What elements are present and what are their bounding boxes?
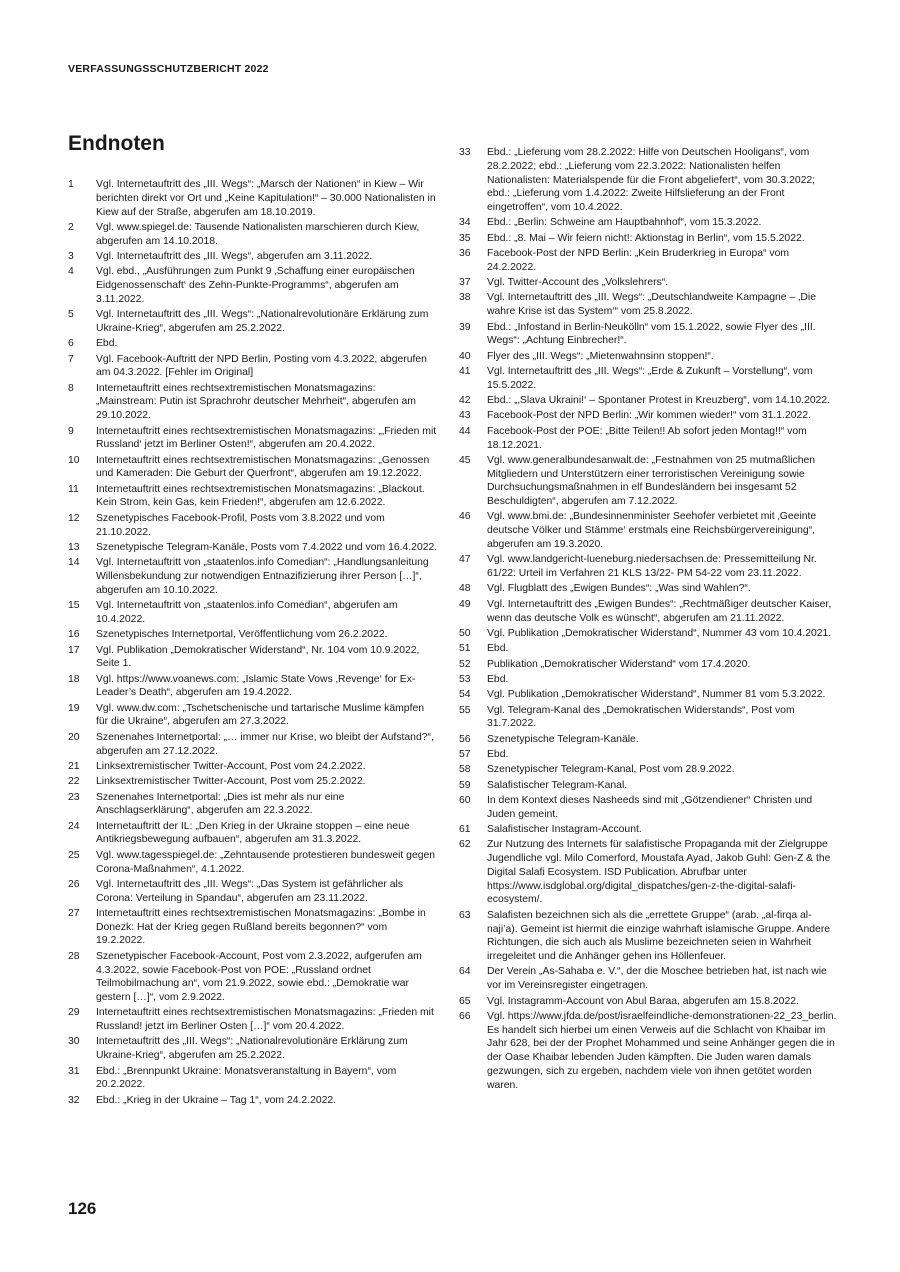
- endnote-number: 7: [68, 353, 74, 365]
- endnote-text: Internetauftritt der IL: „Den Krieg in der Ukraine stoppen – eine neue Antikriegsbewegung aufbauen“, abgerufen am 31.3.2022.: [96, 820, 410, 846]
- endnote: [68, 791, 438, 819]
- endnote: [68, 308, 438, 336]
- endnote: [459, 627, 837, 641]
- endnote-number: 26: [68, 878, 80, 890]
- endnote: [459, 553, 837, 581]
- endnote: [68, 425, 438, 453]
- endnote-text: Internetauftritt eines rechtsextremistischen Monatsmagazins: „Frieden mit Russland! jetzt im Berliner Osten […]“ vom 20.4.2022.: [96, 1007, 434, 1033]
- endnote: [68, 556, 438, 597]
- endnote-number: 53: [459, 673, 471, 685]
- endnote-text: Linksextremistischer Twitter-Account, Post vom 25.2.2022.: [96, 776, 366, 788]
- endnote-text: Vgl. www.landgericht-lueneburg.niedersachsen.de: Pressemitteilung Nr. 61/22: Urteil im Verfahren 21 KLS 13/22- PM 54-22 vom 23.11.2022.: [487, 554, 817, 580]
- endnote-text: Internetauftritt eines rechtsextremistischen Monatsmagazins: „Blackout. Kein Strom, kein Gas, kein Frieden!“, abgerufen am 12.6.2022.: [96, 483, 425, 509]
- endnote-number: 28: [68, 950, 80, 962]
- endnote: [68, 353, 438, 381]
- endnote-number: 1: [68, 179, 74, 190]
- endnote: [459, 394, 837, 408]
- endnote-text: Vgl. Flugblatt des „Ewigen Bundes“: „Was sind Wahlen?“.: [487, 583, 751, 595]
- endnote-number: 58: [459, 764, 471, 776]
- endnote-text: Der Verein „As-Sahaba e. V.“, der die Moschee betrieben hat, ist nach wie vor im Vereinsregister eingetragen.: [487, 966, 827, 992]
- endnote: [459, 909, 837, 964]
- endnote: [459, 642, 837, 656]
- endnote-number: 30: [68, 1036, 80, 1048]
- endnote-text: Ebd.: „Berlin: Schweine am Hauptbahnhof“, vom 15.3.2022.: [487, 217, 762, 229]
- endnote-number: 51: [459, 643, 471, 655]
- endnote-number: 16: [68, 629, 80, 641]
- endnote-text: Salafistischer Telegram-Kanal.: [487, 779, 628, 791]
- endnote-text: Vgl. Publikation „Demokratischer Widerstand“, Nummer 81 vom 5.3.2022.: [487, 689, 826, 701]
- endnote: [68, 820, 438, 848]
- endnote-text: Szenetypischer Facebook-Account, Post vom 2.3.2022, aufgerufen am 4.3.2022, sowie Facebook-Post von POE: „Russland ordnet Teilmobilmachung an“, vom 21.9.2022, sowie ebd.: „Demokratie war gestern […]“, vom 2.9.2022.: [96, 950, 422, 1004]
- endnote-text: Vgl. www.tagesspiegel.de: „Zehntausende protestieren bundesweit gegen Corona-Maßnahmen“, 4.1.2022.: [96, 849, 436, 875]
- endnote-number: 18: [68, 673, 80, 685]
- endnote-text: Vgl. Internetauftritt von „staatenlos.info Comedian“: „Handlungsanleitung Willensbekundung zur notwendigen Entnazifizierung ihrer Person […]“, abgerufen am 10.10.2022.: [96, 557, 429, 596]
- endnote-number: 27: [68, 907, 80, 919]
- endnote-text: Facebook-Post der POE: „Bitte Teilen!! Ab sofort jeden Montag!!“ vom 18.12.2021.: [487, 425, 807, 451]
- endnote: [68, 250, 438, 264]
- endnote-number: 41: [459, 366, 471, 377]
- endnote: [68, 599, 438, 627]
- endnote: [459, 582, 837, 596]
- endnote-text: Vgl. Internetauftritt des „III. Wegs“: „Marsch der Nationen“ in Kiew – Wir berichten direkt vor Ort und „Keine Kapitulation!“ – 30.000 Nationalisten in Kiew auf der Straße, abgerufen am 18.10.2019.: [96, 179, 436, 218]
- endnote: [459, 794, 837, 822]
- endnote: [459, 510, 837, 551]
- endnote-text: Publikation „Demokratischer Widerstand“ vom 17.4.2020.: [487, 658, 751, 670]
- endnote-number: 52: [459, 658, 471, 670]
- endnote: [459, 763, 837, 777]
- endnote: [68, 731, 438, 759]
- endnote-number: 6: [68, 338, 74, 350]
- endnote-text: Vgl. Publikation „Demokratischer Widerstand“, Nummer 43 vom 10.4.2021.: [487, 627, 832, 639]
- endnote-number: 14: [68, 557, 80, 569]
- endnote-text: Facebook-Post der NPD Berlin: „Kein Bruderkrieg in Europa“ vom 24.2.2022.: [487, 248, 790, 273]
- endnote: [68, 673, 438, 701]
- endnote-text: Internetauftritt eines rechtsextremistischen Monatsmagazins: „Mainstream: Putin ist Sprachrohr deutscher Mehrheit“, abgerufen am 29.10.2022.: [96, 382, 416, 422]
- endnote-text: Facebook-Post der NPD Berlin: „Wir kommen wieder!“ vom 31.1.2022.: [487, 410, 811, 422]
- endnote-text: Linksextremistischer Twitter-Account, Post vom 24.2.2022.: [96, 760, 366, 772]
- endnote-number: 31: [68, 1065, 80, 1077]
- endnote: [459, 995, 837, 1009]
- endnote-text: Vgl. https://www.voanews.com: „Islamic State Vows ‚Revenge‘ for Ex-Leader’s Death“, abgerufen am 19.4.2022.: [96, 673, 416, 699]
- endnote-text: Vgl. Internetauftritt des „III. Wegs“: „Erde & Zukunft – Vorstellung“, vom 15.5.2022.: [487, 366, 813, 391]
- endnote-number: 34: [459, 217, 471, 229]
- endnotes-right-column: [459, 146, 837, 1094]
- endnote-number: 40: [459, 350, 471, 362]
- endnote-number: 20: [68, 731, 80, 743]
- endnote-number: 23: [68, 791, 80, 803]
- endnote-number: 57: [459, 749, 471, 760]
- endnote-number: 2: [68, 221, 74, 233]
- endnote-text: Vgl. Internetauftritt des „III. Wegs“: „Das System ist gefährlicher als Corona: Verteilung in Spandau“, abgerufen am 23.11.2022.: [96, 878, 404, 904]
- endnote-number: 22: [68, 776, 80, 788]
- endnote-text: Vgl. www.spiegel.de: Tausende Nationalisten marschieren durch Kiew, abgerufen am 14.10.2018.: [96, 221, 420, 247]
- endnote-text: Internetauftritt eines rechtsextremistischen Monatsmagazins: „Genossen und Kameraden: Die Geburt der Querfront“, abgerufen am 19.12.2022.: [96, 454, 430, 480]
- endnote-number: 38: [459, 292, 471, 304]
- endnote-text: Vgl. Internetauftritt des „Ewigen Bundes“: „Rechtmäßiger deutscher Kaiser, wenn das deutsche Volk es wünscht“, abgerufen am 21.11.2022.: [487, 598, 832, 624]
- endnote-number: 48: [459, 583, 471, 595]
- endnote: [68, 178, 438, 219]
- endnote-text: Ebd.: „Lieferung vom 28.2.2022: Hilfe von Deutschen Hooligans“, vom 28.2.2022; ebd.: „Lieferung vom 22.3.2022: Nationalisten helfen Nationalisten: Materialspende für die Front abgeliefert“, vom 30.3.2022; ebd.: „Lieferung vom 1.4.2022: Zweite Hilfslieferung an der Front eingetroffen“, vom 10.4.2022.: [487, 147, 816, 213]
- endnotes-left-column: [68, 178, 438, 1109]
- endnote-text: Ebd.: „‚Slava Ukraini!‘ – Spontaner Protest in Kreuzberg“, vom 14.10.2022.: [487, 395, 831, 407]
- endnote: [459, 688, 837, 702]
- endnote: [459, 454, 837, 509]
- endnote-text: Ebd.: „Brennpunkt Ukraine: Monatsveranstaltung in Bayern“, vom 20.2.2022.: [96, 1065, 397, 1091]
- endnote-number: 62: [459, 839, 471, 851]
- endnote-number: 37: [459, 277, 471, 289]
- page-title: Endnoten: [68, 132, 165, 155]
- endnote-number: 54: [459, 689, 471, 701]
- endnote-text: Ebd.: [96, 338, 118, 350]
- endnote-number: 8: [68, 382, 74, 394]
- endnote: [68, 775, 438, 789]
- endnote-number: 9: [68, 425, 74, 437]
- endnote-text: Vgl. Twitter-Account des „Volkslehrers“.: [487, 277, 669, 289]
- endnote-text: Internetauftritt eines rechtsextremistischen Monatsmagazins: „‚Frieden mit Russland‘ jetzt im Berliner Osten!“, abgerufen am 20.4.2022.: [96, 425, 437, 451]
- endnote-text: Szenenahes Internetportal: „Dies ist mehr als nur eine Anschlagserklärung“, abgerufen am 22.3.2022.: [96, 791, 345, 817]
- endnote: [459, 598, 837, 626]
- endnote: [68, 644, 438, 672]
- endnote-number: 5: [68, 309, 74, 321]
- endnote-text: Vgl. Internetauftritt des „III. Wegs“: „Nationalrevolutionäre Erklärung zum Ukraine-Krieg“, abgerufen am 25.2.2022.: [96, 309, 429, 334]
- endnote: [68, 265, 438, 306]
- endnote: [459, 838, 837, 907]
- endnote-text: Vgl. Internetauftritt des „III. Wegs“, abgerufen am 3.11.2022.: [96, 250, 373, 262]
- endnote-text: In dem Kontext dieses Nasheeds sind mit „Götzendiener“ Christen und Juden gemeint.: [487, 795, 813, 820]
- endnote-text: Salafisten bezeichnen sich als die „errettete Gruppe“ (arab. „al-firqa al-naji’a). Gemeint ist hiermit die einzige wahrhaft islamische Gruppe. Andere Richtungen, die sich auch als Muslime bezeichneten seien in Wahrheit irregeleitet und die Anhänger gehen ins Höllenfeuer.: [487, 909, 831, 963]
- endnote: [459, 216, 837, 230]
- endnote: [459, 673, 837, 687]
- endnote-text: Szenetypische Telegram-Kanäle, Posts vom 7.4.2022 und vom 16.4.2022.: [96, 541, 438, 553]
- endnote-number: 10: [68, 454, 80, 466]
- endnote-text: Szenetypische Telegram-Kanäle.: [487, 733, 639, 745]
- endnote-number: 66: [459, 1010, 471, 1022]
- endnote: [459, 823, 837, 837]
- endnote-number: 46: [459, 511, 471, 523]
- endnote-number: 19: [68, 702, 80, 714]
- endnote: [68, 628, 438, 642]
- endnote: [459, 321, 837, 349]
- endnote-number: 39: [459, 321, 471, 333]
- endnote-number: 25: [68, 849, 80, 861]
- endnote-text: Flyer des „III. Wegs“: „Mietenwahnsinn stoppen!“.: [487, 350, 714, 362]
- endnote: [459, 733, 837, 747]
- endnote-number: 24: [68, 820, 80, 832]
- endnote-text: Vgl. Internetauftritt von „staatenlos.info Comedian“, abgerufen am 10.4.2022.: [96, 600, 398, 625]
- endnote-text: Vgl. Internetauftritt des „III. Wegs“: „Deutschlandweite Kampagne – ‚Die wahre Krise ist das System‘“ vom 25.8.2022.: [487, 292, 817, 318]
- endnote-text: Ebd.: [487, 749, 509, 760]
- endnote-text: Ebd.: [487, 673, 509, 685]
- endnote-number: 47: [459, 554, 471, 566]
- endnote: [459, 779, 837, 793]
- endnote: [459, 291, 837, 319]
- endnote: [459, 146, 837, 215]
- endnote: [459, 658, 837, 672]
- endnote-text: Internetauftritt eines rechtsextremistischen Monatsmagazins: „Bombe in Donezk: Hat der Krieg gegen Rußland bereits begonnen?“ vom 19.2.2022.: [96, 907, 426, 947]
- endnote: [68, 849, 438, 877]
- endnote-number: 61: [459, 824, 471, 836]
- endnote-number: 64: [459, 966, 471, 978]
- endnote: [68, 1094, 438, 1108]
- endnote-text: Ebd.: „Infostand in Berlin-Neukölln“ vom 15.1.2022, sowie Flyer des „III. Wegs“: „Achtung Einbrecher!“.: [487, 321, 816, 347]
- endnote-number: 17: [68, 644, 80, 656]
- endnote-text: Vgl. www.dw.com: „Tschetschenische und tartarische Muslime kämpfen für die Ukraine“, abgerufen am 27.3.2022.: [96, 702, 425, 728]
- endnote-number: 13: [68, 541, 80, 553]
- endnote-number: 12: [68, 512, 80, 524]
- endnote: [68, 512, 438, 540]
- endnote: [68, 950, 438, 1005]
- endnote: [459, 232, 837, 246]
- endnote-number: 49: [459, 598, 471, 610]
- endnote: [459, 365, 837, 393]
- endnote: [68, 382, 438, 423]
- endnote-text: Internetauftritt des „III. Wegs“: „Nationalrevolutionäre Erklärung zum Ukraine-Krieg“, abgerufen am 25.2.2022.: [96, 1036, 408, 1062]
- endnote-text: Vgl. Instagramm-Account von Abul Baraa, abgerufen am 15.8.2022.: [487, 995, 799, 1007]
- endnote-text: Szenetypischer Telegram-Kanal, Post vom 28.9.2022.: [487, 764, 735, 776]
- endnote-number: 42: [459, 395, 471, 407]
- endnote: [459, 704, 837, 732]
- endnote-number: 56: [459, 733, 471, 745]
- endnote-text: Vgl. www.bmi.de: „Bundesinnenminister Seehofer verbietet mit ‚Geeinte deutsche Völker und Stämme‘ erstmals eine Reichsbürgervereinigung“, abgerufen am 19.3.2020.: [487, 511, 817, 550]
- endnote-number: 32: [68, 1094, 80, 1106]
- endnote: [459, 276, 837, 290]
- endnote-text: Vgl. Telegram-Kanal des „Demokratischen Widerstands“, Post vom 31.7.2022.: [487, 704, 795, 730]
- endnote-number: 55: [459, 704, 471, 716]
- endnote: [459, 965, 837, 993]
- endnote: [68, 760, 438, 774]
- endnote: [68, 541, 438, 555]
- endnote-text: Vgl. https://www.jfda.de/post/israelfeindliche-demonstrationen-22_23_berlin. Es handelt sich hierbei um einen Verweis auf die Schlacht von Khaibar im Jahr 628, bei der der Prophet Mohammed und seine Anhänger gegen die in der Oase Khaibar lebenden Juden kämpften. Die Juden waren damals gezwungen, sich zu ergeben, nachdem viele von ihnen getötet worden waren.: [487, 1010, 837, 1091]
- endnote: [68, 454, 438, 482]
- endnote: [459, 350, 837, 364]
- endnote: [68, 1035, 438, 1063]
- endnote-number: 21: [68, 760, 80, 772]
- endnote: [68, 907, 438, 948]
- endnote-text: Szenetypisches Internetportal, Veröffentlichung vom 26.2.2022.: [96, 629, 388, 641]
- endnote-text: Vgl. Facebook-Auftritt der NPD Berlin, Posting vom 4.3.2022, abgerufen am 04.3.2022. [Fehler im Original]: [96, 353, 427, 379]
- endnote-text: Ebd.: „8. Mai – Wir feiern nicht!: Aktionstag in Berlin“, vom 15.5.2022.: [487, 232, 805, 244]
- endnote-number: 59: [459, 779, 471, 791]
- endnote-number: 36: [459, 248, 471, 260]
- endnote: [68, 702, 438, 730]
- endnote-text: Vgl. www.generalbundesanwalt.de: „Festnahmen von 25 mutmaßlichen Mitgliedern und Unterstützern einer terroristischen Vereinigung sowie Durchsuchungsmaßnahmen in elf Bundesländern bei insgesamt 52 Beschuldigten“, abgerufen am 7.12.2022.: [487, 454, 816, 508]
- endnote: [68, 1065, 438, 1093]
- endnote: [459, 425, 837, 453]
- endnote-text: Szenenahes Internetportal: „… immer nur Krise, wo bleibt der Aufstand?“, abgerufen am 27.12.2022.: [96, 731, 434, 757]
- endnote-text: Zur Nutzung des Internets für salafistische Propaganda mit der Zielgruppe Jugendliche vgl. Milo Comerford, Moustafa Ayad, Jakob Guhl: Gen-Z & the Digital Salafi Ecosystem. ISD Publication. Abrufbar unter https://www.isdglobal.org/digital_dispatches/gen-z-the-digital-salafi-ecosystem/.: [487, 839, 831, 906]
- endnote-number: 3: [68, 250, 74, 262]
- endnote-text: Szenetypisches Facebook-Profil, Posts vom 3.8.2022 und vom 21.10.2022.: [96, 512, 385, 538]
- endnote-number: 45: [459, 454, 471, 466]
- endnote: [68, 483, 438, 511]
- endnote-text: Ebd.: „Krieg in der Ukraine – Tag 1“, vom 24.2.2022.: [96, 1094, 337, 1106]
- endnote: [68, 878, 438, 906]
- endnote: [459, 1010, 837, 1093]
- endnote-number: 11: [68, 483, 79, 495]
- endnote-number: 44: [459, 425, 471, 437]
- endnote-number: 33: [459, 147, 471, 158]
- endnote-text: Vgl. ebd., „Ausführungen zum Punkt 9 ‚Schaffung einer europäischen Eidgenossenschaft‘ des Zehn-Punkte-Programms“, abgerufen am 3.11.2022.: [96, 266, 415, 305]
- running-header: VERFASSUNGSSCHUTZBERICHT 2022: [68, 63, 269, 75]
- endnote-number: 65: [459, 995, 471, 1007]
- endnote-number: 63: [459, 909, 471, 921]
- endnote: [68, 337, 438, 351]
- endnote-number: 15: [68, 600, 80, 612]
- page-number: 126: [68, 1199, 97, 1218]
- endnote: [68, 221, 438, 249]
- endnote-number: 29: [68, 1007, 80, 1019]
- endnote: [459, 748, 837, 762]
- endnote: [459, 409, 837, 423]
- endnote: [68, 1006, 438, 1034]
- endnote: [459, 247, 837, 275]
- endnote-number: 50: [459, 627, 471, 639]
- endnote-number: 60: [459, 795, 471, 807]
- endnote-number: 43: [459, 410, 471, 422]
- endnote-text: Vgl. Publikation „Demokratischer Widerstand“, Nr. 104 vom 10.9.2022, Seite 1.: [96, 644, 420, 670]
- endnote-text: Salafistischer Instagram-Account.: [487, 824, 642, 836]
- endnote-text: Ebd.: [487, 643, 509, 655]
- endnote-number: 4: [68, 266, 74, 278]
- endnote-number: 35: [459, 232, 471, 244]
